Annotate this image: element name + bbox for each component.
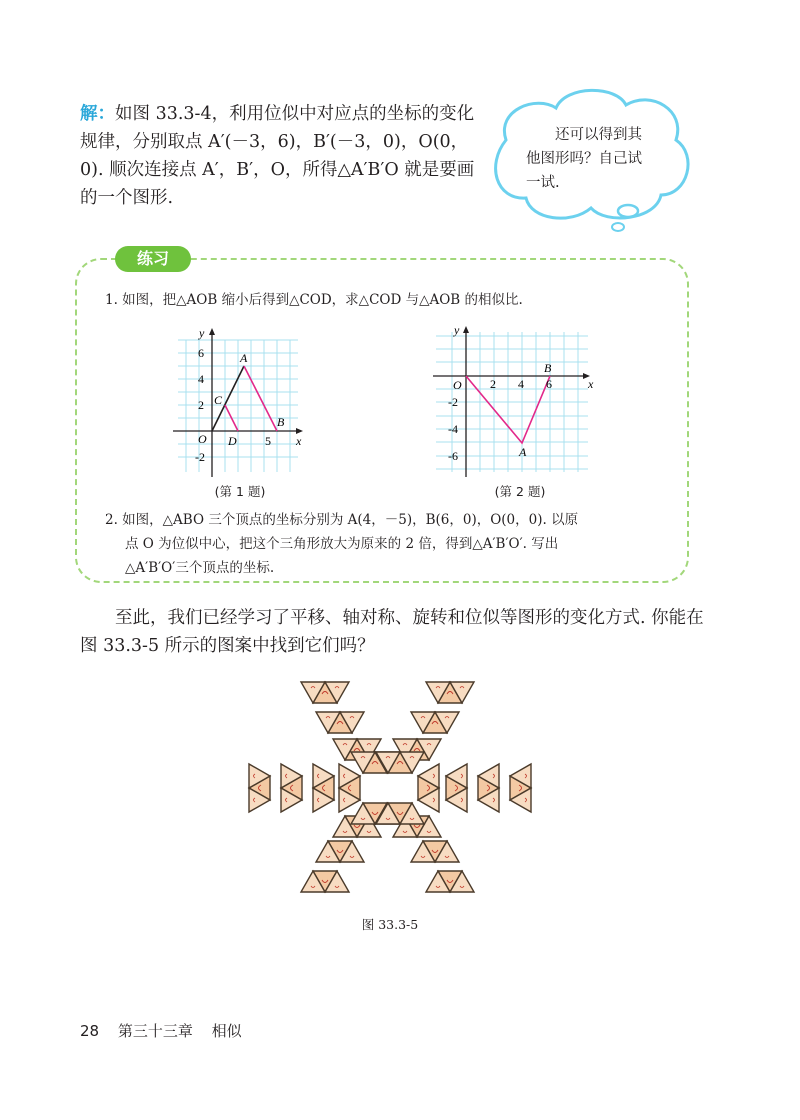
solution-paragraph [80, 100, 480, 212]
figure-2-ytick-neg2: -2 [448, 395, 458, 409]
figure-2-label-O: O [453, 378, 462, 392]
figure-2-grid [436, 332, 588, 472]
tile-arm-right [418, 764, 531, 812]
figure-1-label-x: x [296, 434, 302, 448]
question-2 [105, 508, 670, 580]
figure-1-label-B: B [277, 415, 285, 429]
figure-2-caption: (第 2 题) [494, 484, 546, 499]
tile-arm-bottom-right [393, 816, 474, 892]
figure-caption: 图 33.3-5 [361, 917, 419, 932]
tile-center-ring [351, 752, 424, 824]
solution-label: 解： [80, 104, 115, 124]
tile-pattern-figure [245, 668, 535, 908]
page-footer [80, 1020, 256, 1041]
figure-1-label-C: C [214, 393, 223, 407]
tile-arm-top-left [301, 682, 381, 760]
figure-1-xtick-5: 5 [265, 434, 271, 448]
tile-arm-left [249, 764, 360, 812]
figure-1-label-A: A [240, 351, 248, 365]
figure-2-ytick-neg6: -6 [448, 449, 458, 463]
figure-1-label-D: D [228, 434, 237, 448]
figure-1-ytick-4: 4 [198, 372, 204, 386]
tile-arm-top-right [393, 682, 474, 760]
summary-paragraph: 至此，我们已经学习了平移、轴对称、旋转和位似等图形的变化方式. 你能在图 33.3-5 所示的图案中找到它们吗？ [80, 608, 704, 656]
question-2-line-1: 2. 如图，△ABO 三个顶点的坐标分别为 A(4，－5)，B(6，0)，O(0，0). 以原 [105, 512, 579, 528]
question-2-line-3: △A′B′O′三个顶点的坐标. [125, 560, 275, 576]
question-2-line-2: 点 O 为位似中心，把这个三角形放大为原来的 2 倍，得到△A′B′O′. 写出 [125, 536, 559, 552]
figure-2-label-A: A [519, 445, 527, 459]
chapter-title: 相似 [211, 1022, 242, 1040]
figure-1-ytick-neg2: -2 [195, 450, 205, 464]
figure-2-label-y: y [454, 323, 460, 337]
exercise-badge: 练习 [115, 246, 191, 272]
figure-1-ytick-2: 2 [198, 398, 204, 412]
figure-2-xtick-6: 6 [546, 377, 552, 391]
figure-2-coordinate-plot [428, 322, 598, 480]
cloud-text: 还可以得到其他图形吗？自己试一试. [526, 127, 642, 191]
solution-body: 如图 33.3-4，利用位似中对应点的坐标的变化规律，分别取点 A′(－3，6)，B′(－3，0)，O(0，0). 顺次连接点 A′，B′，O，所得△A′B′O 就是要画的一个图形. [80, 104, 475, 208]
page-number: 28 [80, 1022, 100, 1040]
figure-1-segments-AB-CD [244, 366, 277, 431]
tile-arm-bottom-left [301, 816, 381, 892]
figure-2-xtick-4: 4 [518, 377, 524, 391]
figure-1-caption: (第 1 题) [214, 484, 266, 499]
figure-2-label-B: B [544, 361, 552, 375]
figure-1-label-O: O [198, 432, 207, 446]
figure-1-ytick-6: 6 [198, 346, 204, 360]
figure-2-ytick-neg4: -4 [448, 422, 458, 436]
figure-2-label-x: x [588, 377, 594, 391]
figure-2-xtick-2: 2 [490, 377, 496, 391]
figure-1-label-y: y [199, 326, 205, 340]
figure-1-coordinate-plot [168, 322, 308, 480]
chapter-label: 第三十三章 [117, 1022, 193, 1040]
question-1: 1. 如图，把△AOB 缩小后得到△COD，求△COD 与△AOB 的相似比. [105, 292, 523, 308]
